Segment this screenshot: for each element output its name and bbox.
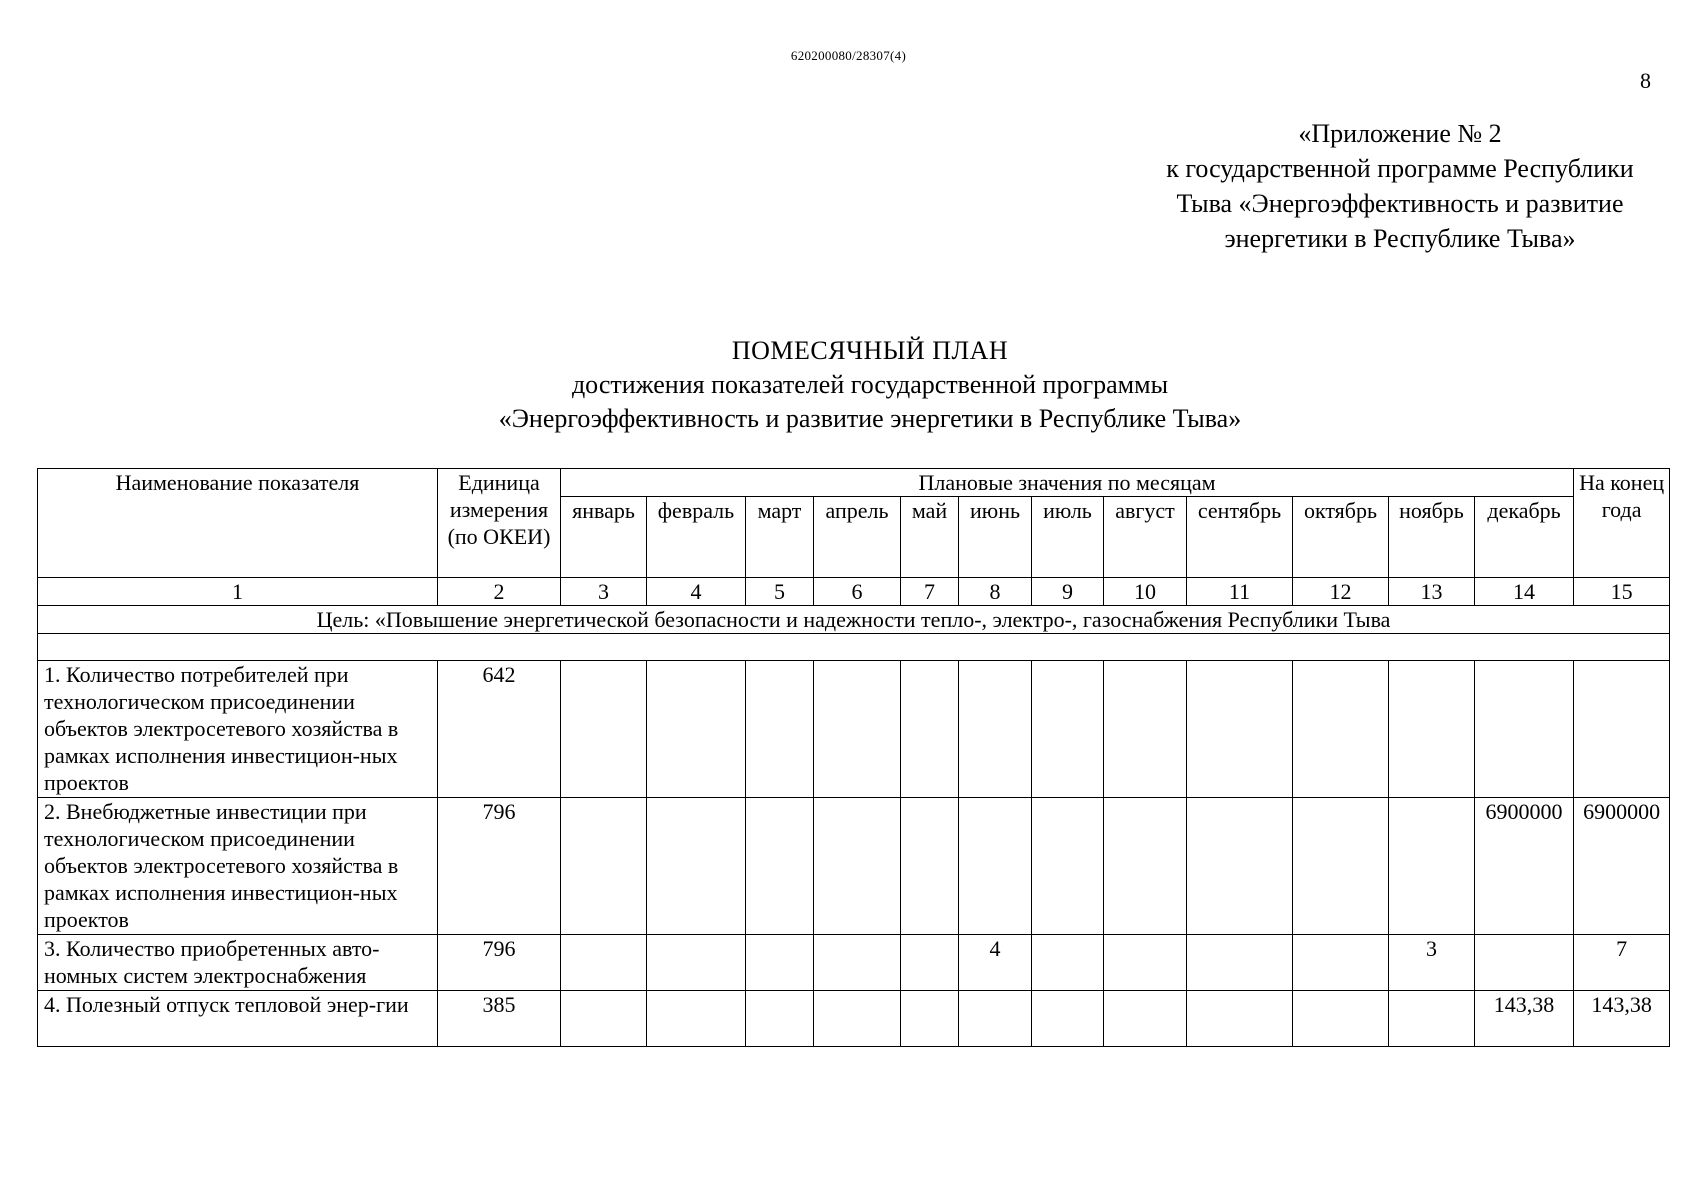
column-number-row: [38, 578, 1670, 606]
month-value: [1187, 991, 1293, 1047]
appendix-line-1: «Приложение № 2: [1298, 119, 1502, 148]
goal-row: [38, 606, 1670, 634]
column-number: 6: [814, 578, 901, 606]
month-value: [814, 991, 901, 1047]
indicator-unit: 796: [438, 798, 561, 935]
month-value: [959, 661, 1032, 798]
month-value: [1293, 935, 1389, 991]
month-value: [746, 935, 814, 991]
month-value: [647, 935, 746, 991]
header-unit: Единица измерения (по ОКЕИ): [438, 469, 561, 578]
month-value: [1032, 661, 1104, 798]
column-number: 7: [901, 578, 959, 606]
column-number: 10: [1104, 578, 1187, 606]
header-month: май: [901, 497, 959, 578]
month-value: [1187, 935, 1293, 991]
month-value: [1293, 661, 1389, 798]
appendix-line-3: Тыва «Энергоэффективность и развитие: [1176, 189, 1624, 218]
year-end-value: [1574, 661, 1670, 798]
header-row-1: [38, 469, 1670, 497]
column-number: 12: [1293, 578, 1389, 606]
header-month: февраль: [647, 497, 746, 578]
monthly-plan-table: [37, 468, 1670, 1047]
indicator-name: 3. Количество приобретенных авто-номных систем электроснабжения: [38, 935, 438, 991]
month-value: 3: [1389, 935, 1475, 991]
column-number: 13: [1389, 578, 1475, 606]
header-month: апрель: [814, 497, 901, 578]
month-value: [1032, 935, 1104, 991]
header-month: июль: [1032, 497, 1104, 578]
year-end-value: 6900000: [1574, 798, 1670, 935]
column-number: 8: [959, 578, 1032, 606]
header-month: март: [746, 497, 814, 578]
month-value: [1389, 661, 1475, 798]
header-month: январь: [561, 497, 647, 578]
table-row: [38, 798, 1670, 935]
month-value: [561, 991, 647, 1047]
month-value: [901, 661, 959, 798]
indicator-name: 1. Количество потребителей при технологическом присоединении объектов электросетевого хозяйства в рамках исполнения инвестицион-ных проектов: [38, 661, 438, 798]
column-number: 4: [647, 578, 746, 606]
document-id: 620200080/28307(4): [790, 48, 907, 63]
month-value: [1032, 798, 1104, 935]
column-number: 9: [1032, 578, 1104, 606]
header-plan: Плановые значения по месяцам: [561, 469, 1574, 497]
month-value: [814, 798, 901, 935]
month-value: [901, 935, 959, 991]
indicator-unit: 642: [438, 661, 561, 798]
month-value: [1104, 661, 1187, 798]
column-number: 14: [1475, 578, 1574, 606]
month-value: [1187, 661, 1293, 798]
month-value: [1475, 661, 1574, 798]
month-value: [561, 935, 647, 991]
month-value: [1104, 798, 1187, 935]
table-row: [38, 661, 1670, 798]
header-name: Наименование показателя: [38, 469, 438, 578]
year-end-value: 143,38: [1574, 991, 1670, 1047]
month-value: [647, 661, 746, 798]
indicator-name: 2. Внебюджетные инвестиции при технологическом присоединении объектов электросетевого хозяйства в рамках исполнения инвестицион-ных проектов: [38, 798, 438, 935]
month-value: 143,38: [1475, 991, 1574, 1047]
header-year-end: На конец года: [1574, 469, 1670, 578]
column-number: 1: [38, 578, 438, 606]
column-number: 15: [1574, 578, 1670, 606]
month-value: [1389, 798, 1475, 935]
header-month: декабрь: [1475, 497, 1574, 578]
column-number: 11: [1187, 578, 1293, 606]
indicator-unit: 796: [438, 935, 561, 991]
table-row: [38, 991, 1670, 1047]
appendix-line-2: к государственной программе Республики: [1166, 154, 1634, 183]
table-row: [38, 935, 1670, 991]
title-line-2: достижения показателей государственной программы: [571, 370, 1169, 399]
appendix-header: [1120, 116, 1680, 256]
month-value: [901, 991, 959, 1047]
header-month: август: [1104, 497, 1187, 578]
month-value: 4: [959, 935, 1032, 991]
appendix-line-4: энергетики в Республике Тыва»: [1224, 224, 1576, 253]
month-value: [561, 661, 647, 798]
month-value: [1389, 991, 1475, 1047]
indicator-name: 4. Полезный отпуск тепловой энер-гии: [38, 991, 438, 1047]
month-value: [561, 798, 647, 935]
month-value: [959, 798, 1032, 935]
month-value: [746, 661, 814, 798]
month-value: [1032, 991, 1104, 1047]
page-number: 8: [1640, 68, 1651, 93]
header-month: ноябрь: [1389, 497, 1475, 578]
column-number: 3: [561, 578, 647, 606]
month-value: [1104, 935, 1187, 991]
header-month: июнь: [959, 497, 1032, 578]
header-month: октябрь: [1293, 497, 1389, 578]
document-title: [440, 334, 1300, 436]
month-value: [647, 991, 746, 1047]
month-value: [814, 935, 901, 991]
title-main: ПОМЕСЯЧНЫЙ ПЛАН: [731, 336, 1009, 365]
month-value: [746, 991, 814, 1047]
title-line-3: «Энергоэффективность и развитие энергетики в Республике Тыва»: [498, 404, 1242, 433]
column-number: 5: [746, 578, 814, 606]
spacer-cell: [38, 634, 1670, 661]
month-value: [1293, 798, 1389, 935]
indicator-unit: 385: [438, 991, 561, 1047]
year-end-value: 7: [1574, 935, 1670, 991]
header-month: сентябрь: [1187, 497, 1293, 578]
month-value: [746, 798, 814, 935]
month-value: [1293, 991, 1389, 1047]
month-value: 6900000: [1475, 798, 1574, 935]
month-value: [1475, 935, 1574, 991]
month-value: [814, 661, 901, 798]
goal-text: Цель: «Повышение энергетической безопасности и надежности тепло-, электро-, газоснабжения Республики Тыва: [38, 606, 1670, 634]
month-value: [1187, 798, 1293, 935]
month-value: [647, 798, 746, 935]
month-value: [959, 991, 1032, 1047]
spacer-row: [38, 634, 1670, 661]
month-value: [1104, 991, 1187, 1047]
column-number: 2: [438, 578, 561, 606]
month-value: [901, 798, 959, 935]
